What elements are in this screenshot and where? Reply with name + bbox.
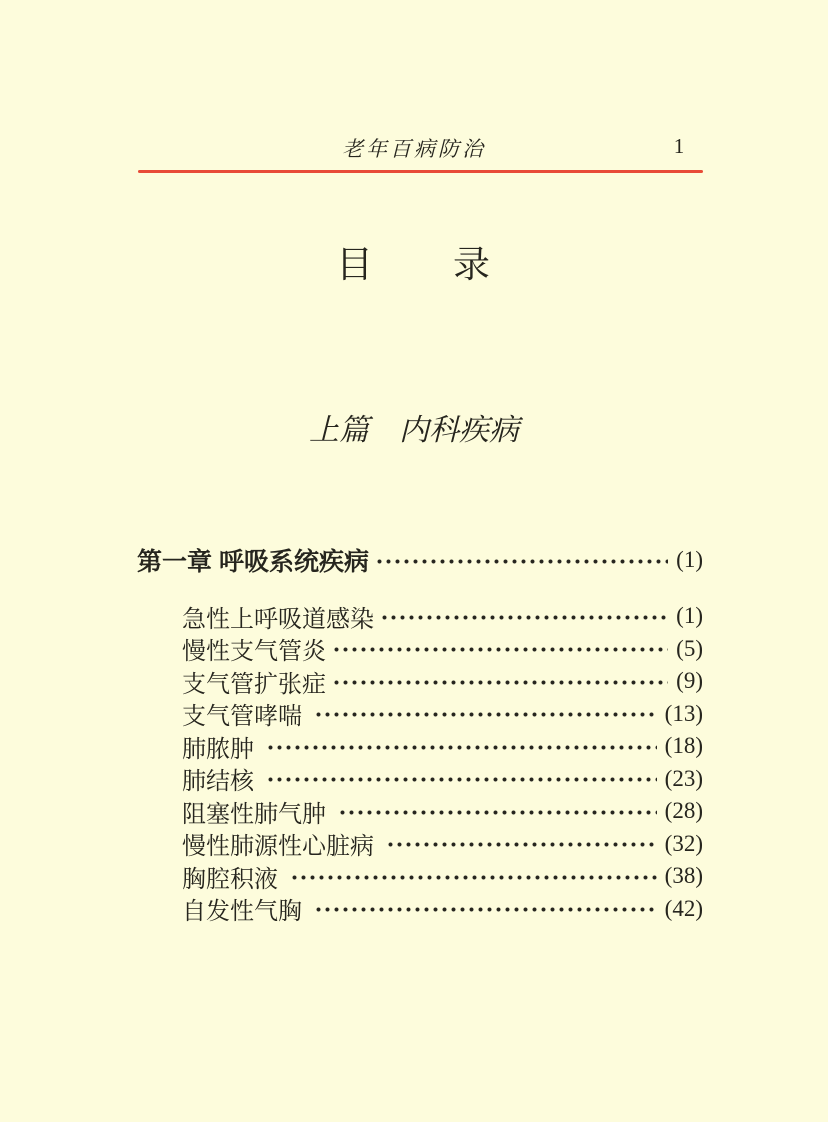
toc-entry-page-number: (5) [676,635,703,661]
toc-entry-row [182,795,703,828]
dot-leader [314,906,657,913]
toc-entry-page-number: (32) [664,830,703,856]
toc-entry-row [182,665,703,698]
toc-entry-row [182,633,703,666]
toc-entry-label: 支气管哮喘 [182,704,308,731]
toc-entry-page-number: (42) [664,895,703,921]
dot-leader [314,711,657,718]
toc-entry-row [182,730,703,763]
toc-entry-label: 肺结核 [182,769,260,796]
toc-entry-page-number: (1) [676,603,703,629]
toc-entry-row [182,698,703,731]
toc-list [137,542,703,925]
toc-entry-label: 胸腔积液 [182,866,284,893]
dot-leader [290,874,657,881]
toc-chapter-page-number: (1) [676,547,703,572]
running-head-title: 老年百病防治 [342,137,486,161]
toc-entry-label: 慢性肺源性心脏病 [182,834,380,861]
dot-leader [386,841,657,848]
toc-entry-label: 肺脓肿 [182,736,260,763]
toc-entry-row [182,860,703,893]
toc-entry-label: 支气管扩张症 [182,671,326,698]
toc-entry-page-number: (23) [664,765,703,791]
dot-leader [266,744,657,751]
dot-leader [338,809,657,816]
dot-leader [332,646,668,653]
toc-chapter-label: 第一章 呼吸系统疾病 [137,548,369,576]
toc-entry-label: 自发性气胸 [182,899,308,926]
header-rule [138,170,703,173]
part-heading: 上篇 内科疾病 [309,414,519,447]
dot-leader [266,776,657,783]
dot-leader [375,558,668,565]
page-number: 1 [673,134,685,158]
toc-entry-page-number: (18) [664,733,703,759]
toc-entry-page-number: (13) [664,700,703,726]
toc-entry-page-number: (28) [664,798,703,824]
toc-entry-row [182,600,703,633]
toc-entry-row [182,763,703,796]
toc-entries [137,600,703,925]
toc-entry-label: 急性上呼吸道感染 [182,606,374,633]
toc-entry-row [182,828,703,861]
toc-entry-row [182,893,703,926]
toc-chapter-row [137,542,703,578]
dot-leader [332,679,668,686]
toc-entry-page-number: (9) [676,668,703,694]
toc-entry-label: 慢性支气管炎 [182,639,326,666]
toc-title: 目 录 [336,245,492,286]
toc-entry-label: 阻塞性肺气肿 [182,801,332,828]
dot-leader [380,614,668,621]
toc-entry-page-number: (38) [664,863,703,889]
